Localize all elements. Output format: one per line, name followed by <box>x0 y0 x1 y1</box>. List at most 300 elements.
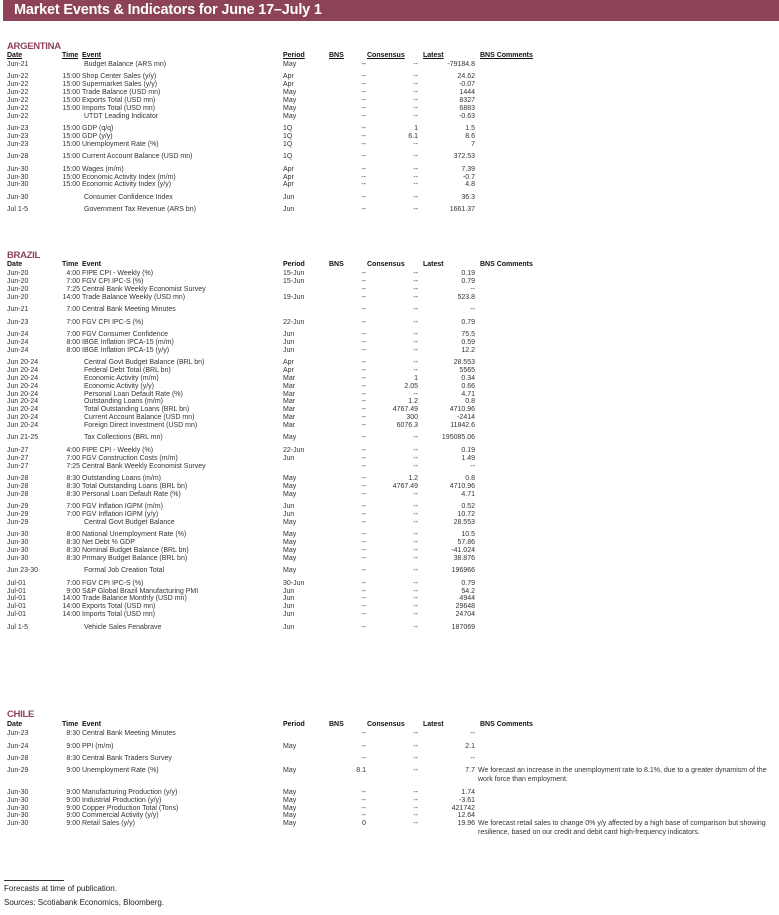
table-row <box>0 181 779 189</box>
table-row <box>0 805 779 813</box>
cell-time: 15:00 <box>62 140 80 148</box>
cell-date: Jun-30 <box>7 788 29 796</box>
header-consensus: Consensus <box>367 721 405 728</box>
cell-period: Mar <box>283 398 296 406</box>
header-bns: BNS <box>329 52 344 59</box>
table-row <box>0 463 779 471</box>
header-event: Event <box>82 261 102 268</box>
cell-consensus: -- <box>413 788 418 796</box>
cell-period: 15-Jun <box>283 270 305 277</box>
cell-consensus: -- <box>413 503 418 511</box>
table-row <box>0 166 779 174</box>
cell-latest: 187069 <box>451 623 475 631</box>
cell-consensus: -- <box>413 81 418 89</box>
table-header-row <box>0 721 779 729</box>
table-row <box>0 206 779 214</box>
cell-date: Jul-01 <box>7 595 27 603</box>
cell-event: Industrial Production (y/y) <box>82 796 162 804</box>
cell-event: Exports Total (USD mn) <box>82 97 156 104</box>
header-period: Period <box>283 261 305 268</box>
cell-consensus: -- <box>413 73 418 81</box>
table-row <box>0 81 779 89</box>
cell-date: Jun-22 <box>7 73 29 81</box>
table-row <box>0 383 779 391</box>
table-row <box>0 812 779 820</box>
cell-bns: -- <box>361 181 366 189</box>
cell-date: Jul-01 <box>7 579 27 587</box>
table-row <box>0 447 779 455</box>
cell-latest: 12.64 <box>457 812 475 820</box>
cell-latest: -0.63 <box>459 112 475 120</box>
cell-bns: -- <box>361 390 366 398</box>
cell-latest: -41.024 <box>451 546 475 554</box>
cell-latest: 7 <box>471 140 475 148</box>
cell-consensus: -- <box>413 603 418 611</box>
cell-time: 14:00 <box>62 293 80 301</box>
cell-bns: -- <box>361 454 366 462</box>
cell-bns: -- <box>361 330 366 338</box>
table-row <box>0 286 779 294</box>
cell-event: FIPE CPI - Weekly (%) <box>82 270 154 277</box>
table-row <box>0 319 779 327</box>
table-row <box>0 406 779 414</box>
table-row <box>0 422 779 430</box>
cell-event: Primary Budget Balance (BRL bn) <box>82 554 188 562</box>
cell-latest: -3.61 <box>459 796 475 804</box>
cell-bns: -- <box>361 546 366 554</box>
country-heading-brazil: BRAZIL <box>7 250 41 261</box>
cell-period: Apr <box>283 81 294 89</box>
cell-bns: -- <box>361 579 366 587</box>
cell-time: 15:00 <box>62 133 80 140</box>
cell-date: Jul-01 <box>7 611 27 619</box>
cell-time: 15:00 <box>62 104 80 112</box>
cell-bns: -- <box>361 414 366 421</box>
table-row <box>0 141 779 149</box>
cell-period: May <box>283 812 297 820</box>
cell-period: Apr <box>283 165 294 173</box>
cell-event: Central Govt Budget Balance (BRL bn) <box>84 359 205 367</box>
cell-date: Jul-01 <box>7 603 27 611</box>
cell-consensus: -- <box>413 623 418 631</box>
cell-latest: 24704 <box>455 611 475 619</box>
cell-time: 7:25 <box>66 462 80 470</box>
cell-consensus: -- <box>413 611 418 619</box>
cell-date: Jun 20-24 <box>7 366 39 374</box>
cell-consensus: -- <box>413 730 418 737</box>
cell-event: GDP (q/q) <box>82 125 114 133</box>
cell-bns: -- <box>361 366 366 374</box>
cell-time: 9:00 <box>66 587 80 595</box>
cell-time: 4:00 <box>66 446 80 454</box>
table-row <box>0 797 779 805</box>
cell-latest: -- <box>470 754 475 762</box>
country-heading-argentina: ARGENTINA <box>7 41 61 52</box>
cell-latest: -- <box>470 306 475 313</box>
cell-consensus: 4767.49 <box>392 482 418 490</box>
cell-bns: -- <box>361 788 366 796</box>
cell-bns: -- <box>361 97 366 104</box>
cell-period: Mar <box>283 382 296 390</box>
cell-period: 1Q <box>283 153 293 161</box>
cell-period: May <box>283 482 297 490</box>
cell-bns: -- <box>361 611 366 619</box>
cell-event: Trade Balance Monthly (USD mn) <box>82 595 187 603</box>
table-row <box>0 398 779 406</box>
cell-latest: 5565 <box>459 366 475 374</box>
table-row <box>0 153 779 161</box>
cell-event: Central Bank Meeting Minutes <box>82 730 176 737</box>
cell-time: 15:00 <box>62 73 80 81</box>
cell-bns: -- <box>361 293 366 301</box>
header-period: Period <box>283 52 305 59</box>
cell-date: Jun 20-24 <box>7 382 39 390</box>
cell-date: Jul 1-5 <box>7 623 29 631</box>
table-row <box>0 306 779 314</box>
cell-time: 7:00 <box>66 579 80 587</box>
cell-period: Jun <box>283 595 295 603</box>
cell-latest: 1.49 <box>461 454 475 462</box>
cell-period: May <box>283 89 297 97</box>
cell-period: Jun <box>283 330 295 338</box>
cell-latest: 4.71 <box>461 490 475 498</box>
cell-date: Jun-30 <box>7 796 29 804</box>
cell-period: Jun <box>283 454 295 462</box>
cell-bns: -- <box>361 595 366 603</box>
table-row <box>0 367 779 375</box>
cell-time: 9:00 <box>66 742 80 750</box>
cell-latest: 4.8 <box>465 181 475 189</box>
cell-date: Jun-20 <box>7 277 29 285</box>
cell-event: PPI (m/m) <box>82 742 114 750</box>
cell-period: Apr <box>283 181 294 189</box>
table-row <box>0 567 779 575</box>
cell-time: 7:00 <box>66 503 80 511</box>
cell-consensus: -- <box>413 366 418 374</box>
table-row <box>0 347 779 355</box>
cell-time: 8:30 <box>66 730 80 737</box>
cell-period: May <box>283 434 297 442</box>
cell-consensus: -- <box>413 554 418 562</box>
cell-event: FGV Construction Costs (m/m) <box>82 454 178 462</box>
cell-consensus: -- <box>413 277 418 285</box>
cell-consensus: -- <box>413 285 418 293</box>
cell-latest: 11842.6 <box>450 421 475 429</box>
cell-period: May <box>283 112 297 120</box>
cell-event: FGV Inflation IGPM (y/y) <box>82 510 159 518</box>
table-row <box>0 624 779 632</box>
cell-consensus: -- <box>413 742 418 750</box>
cell-bns: -- <box>361 474 366 482</box>
cell-date: Jun-28 <box>7 754 29 762</box>
cell-event: Foreign Direct Investment (USD mn) <box>84 421 198 429</box>
table-row <box>0 743 779 751</box>
cell-event: GDP (y/y) <box>82 133 113 140</box>
cell-period: May <box>283 490 297 498</box>
cell-latest: 2.1 <box>465 742 475 750</box>
cell-event: Consumer Confidence Index <box>84 193 173 201</box>
cell-latest: 7.39 <box>461 165 475 173</box>
cell-date: Jun 20-24 <box>7 390 39 398</box>
cell-latest: 195085.06 <box>441 434 475 442</box>
cell-bns: -- <box>361 306 366 313</box>
cell-bns-comment: We forecast an increase in the unemployment rate to 8.1%, due to a greater dynamism of the work force than employment. <box>478 767 767 783</box>
cell-period: May <box>283 804 297 812</box>
table-row <box>0 113 779 121</box>
table-row <box>0 603 779 611</box>
cell-consensus: -- <box>413 767 418 775</box>
table-row <box>0 133 779 141</box>
cell-bns: -- <box>361 133 366 140</box>
table-row <box>0 555 779 563</box>
cell-date: Jun-24 <box>7 742 29 750</box>
cell-bns: -- <box>361 338 366 346</box>
cell-event: Imports Total (USD mn) <box>82 611 155 619</box>
cell-time: 15:00 <box>62 173 80 181</box>
cell-date: Jun-23 <box>7 318 29 326</box>
cell-event: Federal Debt Total (BRL bn) <box>84 366 171 374</box>
cell-time: 7:00 <box>66 277 80 285</box>
table-row <box>0 588 779 596</box>
cell-consensus: -- <box>413 193 418 201</box>
cell-event: Manufacturing Production (y/y) <box>82 788 178 796</box>
cell-event: S&P Global Brazil Manufacturing PMI <box>82 587 199 595</box>
cell-bns: -- <box>361 165 366 173</box>
header-latest: Latest <box>423 721 444 728</box>
cell-bns: -- <box>361 89 366 97</box>
country-heading-chile: CHILE <box>7 709 35 720</box>
cell-period: 19-Jun <box>283 293 305 301</box>
cell-bns: -- <box>361 554 366 562</box>
cell-time: 9:00 <box>66 767 80 775</box>
cell-consensus: 6076.3 <box>396 421 418 429</box>
cell-event: FGV CPI IPC-S (%) <box>82 318 144 326</box>
cell-event: Central Bank Weekly Economist Survey <box>82 462 206 470</box>
cell-consensus: -- <box>413 754 418 762</box>
cell-date: Jun-20 <box>7 293 29 301</box>
cell-event: Formal Job Creation Total <box>84 567 165 575</box>
cell-event: Central Bank Traders Survey <box>82 754 172 762</box>
cell-time: 8:30 <box>66 539 80 547</box>
cell-event: FGV CPI IPC-S (%) <box>82 277 144 285</box>
cell-latest: 57.86 <box>457 539 475 547</box>
cell-latest: 7.7 <box>465 767 475 775</box>
cell-consensus: -- <box>413 579 418 587</box>
cell-event: Economic Activity Index (m/m) <box>82 173 176 181</box>
cell-consensus: -- <box>413 454 418 462</box>
cell-bns: -- <box>361 567 366 575</box>
cell-bns: -- <box>361 462 366 470</box>
cell-event: IBGE Inflation IPCA-15 (m/m) <box>82 338 174 346</box>
cell-time: 7:25 <box>66 285 80 293</box>
cell-period: May <box>283 796 297 804</box>
cell-consensus: -- <box>413 346 418 354</box>
cell-date: Jun-30 <box>7 165 29 173</box>
cell-consensus: -- <box>413 153 418 161</box>
cell-bns: -- <box>361 434 366 442</box>
cell-date: Jun 20-24 <box>7 406 39 414</box>
cell-latest: 196966 <box>451 567 475 575</box>
cell-latest: -2414 <box>457 414 475 421</box>
cell-event: UTDT Leading Indicator <box>84 112 159 120</box>
table-row <box>0 270 779 278</box>
cell-time: 14:00 <box>62 611 80 619</box>
cell-date: Jun-22 <box>7 112 29 120</box>
cell-date: Jun-20 <box>7 270 29 277</box>
cell-latest: 0.66 <box>461 382 475 390</box>
cell-event: FIPE CPI - Weekly (%) <box>82 446 154 454</box>
cell-date: Jun-23 <box>7 125 29 133</box>
cell-latest: 36.3 <box>461 193 475 201</box>
table-row <box>0 511 779 519</box>
cell-event: Outstanding Loans (m/m) <box>84 398 163 406</box>
cell-event: Personal Loan Default Rate (%) <box>82 490 181 498</box>
cell-date: Jun-30 <box>7 539 29 547</box>
cell-bns: -- <box>361 603 366 611</box>
table-row <box>0 414 779 422</box>
cell-consensus: -- <box>413 61 418 68</box>
cell-consensus: -- <box>413 531 418 539</box>
cell-latest: 0.52 <box>461 503 475 511</box>
cell-bns: -- <box>361 346 366 354</box>
cell-consensus: -- <box>413 820 418 828</box>
cell-bns: -- <box>361 446 366 454</box>
cell-latest: 6883 <box>459 104 475 112</box>
cell-period: 22-Jun <box>283 318 305 326</box>
cell-latest: 0.19 <box>461 446 475 454</box>
header-latest: Latest <box>423 261 444 268</box>
cell-latest: 0.79 <box>461 277 475 285</box>
table-row <box>0 455 779 463</box>
cell-period: May <box>283 474 297 482</box>
cell-event: Vehicle Sales Fenabrave <box>84 623 162 631</box>
cell-event: National Unemployment Rate (%) <box>82 531 187 539</box>
cell-bns: -- <box>361 587 366 595</box>
cell-date: Jun 20-24 <box>7 359 39 367</box>
cell-consensus: -- <box>413 104 418 112</box>
cell-period: May <box>283 567 297 575</box>
cell-bns: -- <box>361 125 366 133</box>
cell-date: Jun-21 <box>7 306 29 313</box>
cell-consensus: -- <box>413 804 418 812</box>
header-event: Event <box>82 721 102 728</box>
cell-bns: 8.1 <box>356 767 366 775</box>
cell-event: Economic Activity (m/m) <box>84 374 159 382</box>
cell-consensus: -- <box>413 338 418 346</box>
cell-consensus: -- <box>413 270 418 277</box>
cell-latest: 0.59 <box>461 338 475 346</box>
cell-period: Mar <box>283 406 296 414</box>
table-row <box>0 339 779 347</box>
cell-bns: -- <box>361 153 366 161</box>
cell-date: Jun-30 <box>7 820 29 828</box>
cell-date: Jun-29 <box>7 518 29 526</box>
cell-date: Jun-30 <box>7 531 29 539</box>
header-consensus: Consensus <box>367 261 405 268</box>
cell-period: May <box>283 820 297 828</box>
cell-date: Jul 1-5 <box>7 206 29 214</box>
cell-consensus: 2.05 <box>404 382 418 390</box>
cell-bns: -- <box>361 285 366 293</box>
table-row <box>0 375 779 383</box>
cell-date: Jun-27 <box>7 454 29 462</box>
table-row <box>0 97 779 105</box>
cell-consensus: -- <box>413 462 418 470</box>
cell-date: Jun-22 <box>7 89 29 97</box>
cell-consensus: -- <box>413 446 418 454</box>
cell-bns: -- <box>361 490 366 498</box>
cell-time: 14:00 <box>62 595 80 603</box>
cell-latest: 372.53 <box>453 153 475 161</box>
table-row <box>0 125 779 133</box>
cell-latest: 19.96 <box>457 820 475 828</box>
cell-date: Jun-30 <box>7 804 29 812</box>
cell-time: 15:00 <box>62 97 80 104</box>
cell-event: Total Outstanding Loans (BRL bn) <box>84 406 190 414</box>
table-row <box>0 73 779 81</box>
cell-event: Current Account Balance (USD mn) <box>84 414 195 421</box>
cell-date: Jun-27 <box>7 462 29 470</box>
cell-event: Total Outstanding Loans (BRL bn) <box>82 482 188 490</box>
cell-event: Retail Sales (y/y) <box>82 820 135 828</box>
cell-period: Jun <box>283 611 295 619</box>
cell-latest: 1444 <box>459 89 475 97</box>
cell-latest: 1.5 <box>465 125 475 133</box>
header-date: Date <box>7 721 23 728</box>
cell-event: Budget Balance (ARS mn) <box>84 61 167 68</box>
cell-period: May <box>283 788 297 796</box>
table-header-row <box>0 261 779 269</box>
cell-consensus: -- <box>413 587 418 595</box>
cell-event: Nominal Budget Balance (BRL bn) <box>82 546 189 554</box>
table-row <box>0 359 779 367</box>
cell-time: 14:00 <box>62 603 80 611</box>
cell-bns: -- <box>361 398 366 406</box>
cell-bns: -- <box>361 104 366 112</box>
table-row <box>0 491 779 499</box>
cell-time: 4:00 <box>66 270 80 277</box>
table-row <box>0 539 779 547</box>
cell-consensus: 1 <box>414 374 418 382</box>
cell-period: May <box>283 518 297 526</box>
cell-consensus: 6.1 <box>408 133 418 140</box>
cell-consensus: -- <box>413 318 418 326</box>
cell-event: Imports Total (USD mn) <box>82 104 155 112</box>
cell-consensus: -- <box>413 330 418 338</box>
cell-latest: -0.07 <box>459 81 475 89</box>
cell-bns: -- <box>361 503 366 511</box>
cell-time: 9:00 <box>66 796 80 804</box>
table-row <box>0 595 779 603</box>
cell-latest: 24.62 <box>457 73 475 81</box>
cell-bns: -- <box>361 623 366 631</box>
cell-time: 8:30 <box>66 554 80 562</box>
table-row <box>0 611 779 619</box>
cell-period: Jun <box>283 510 295 518</box>
cell-event: IBGE Inflation IPCA-15 (y/y) <box>82 346 170 354</box>
cell-period: May <box>283 546 297 554</box>
cell-bns: -- <box>361 482 366 490</box>
cell-event: Supermarket Sales (y/y) <box>82 81 158 89</box>
cell-bns: -- <box>361 406 366 414</box>
cell-event: Economic Activity (y/y) <box>84 382 155 390</box>
cell-time: 7:00 <box>66 330 80 338</box>
cell-latest: 4.71 <box>461 390 475 398</box>
cell-consensus: -- <box>413 812 418 820</box>
cell-bns: -- <box>361 812 366 820</box>
cell-time: 15:00 <box>62 181 80 189</box>
cell-period: May <box>283 531 297 539</box>
